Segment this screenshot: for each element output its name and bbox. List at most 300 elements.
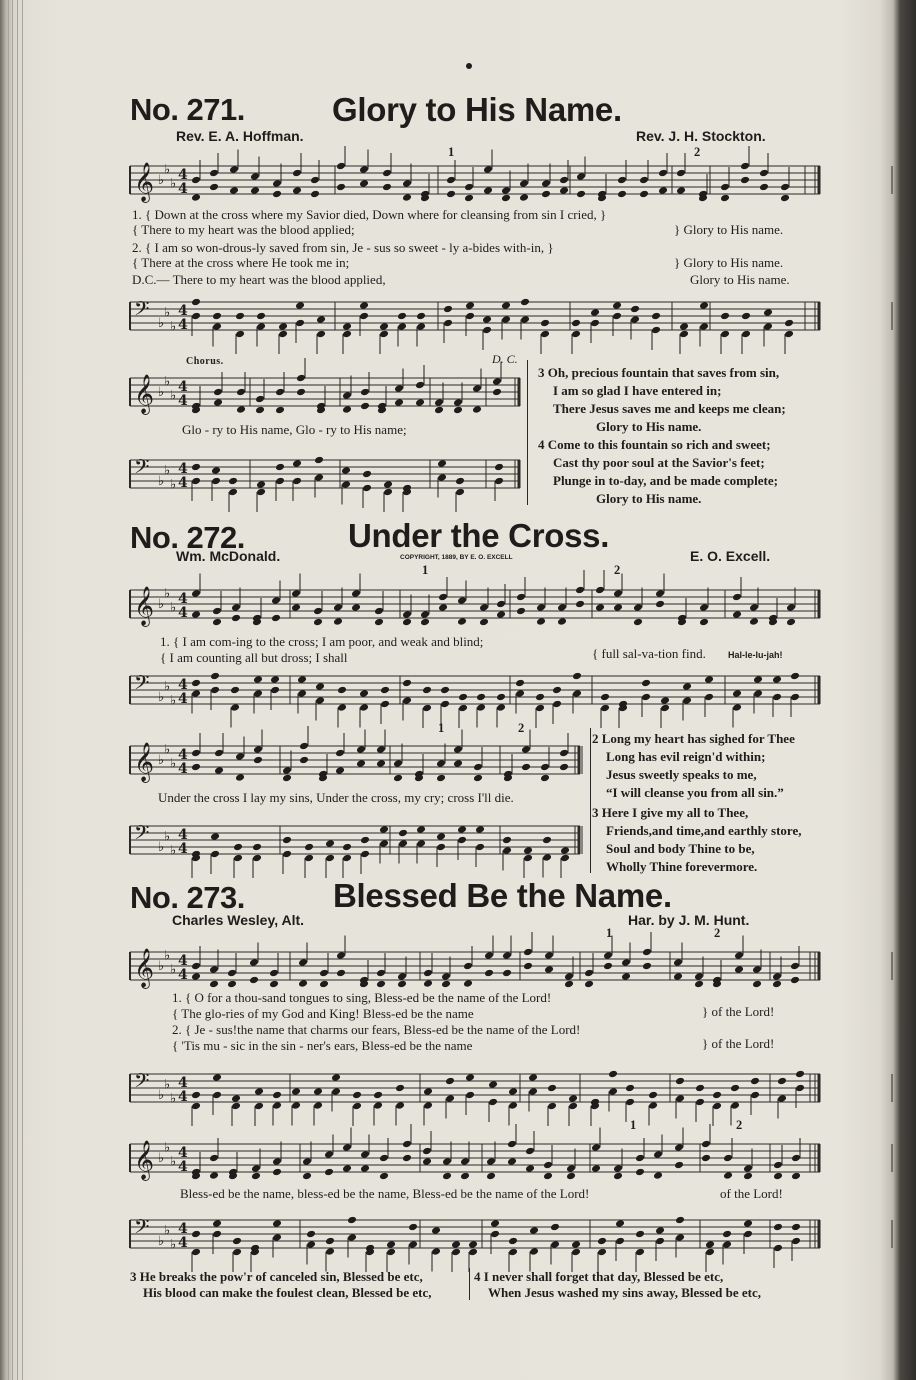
note-head <box>521 745 531 754</box>
note-head <box>734 965 744 974</box>
note-head <box>299 742 309 751</box>
divider <box>527 360 528 505</box>
note-head <box>453 406 463 415</box>
note-head <box>351 603 361 612</box>
note-head <box>272 179 282 188</box>
note-head <box>191 1230 201 1239</box>
note-head <box>784 330 794 339</box>
note-head <box>772 693 782 702</box>
note-head <box>191 610 201 619</box>
note-head <box>382 183 392 192</box>
note-head <box>502 846 512 855</box>
note-head <box>625 1084 635 1093</box>
note-head <box>232 1237 242 1246</box>
note-head <box>316 330 326 339</box>
time-signature: 4 <box>178 691 188 707</box>
note-head <box>501 194 511 203</box>
note-head <box>712 1102 722 1111</box>
note-head <box>443 305 453 314</box>
note-head <box>296 388 306 397</box>
note-head <box>362 484 372 493</box>
note-head <box>359 689 369 698</box>
note-head <box>453 398 463 407</box>
note-head <box>777 1077 787 1086</box>
note-head <box>393 774 403 783</box>
stanza-line: 3 He breaks the pow'r of canceled sin, Blessed be etc, <box>130 1269 423 1284</box>
treble-staff <box>130 160 820 204</box>
note-head <box>445 1094 455 1103</box>
note-head <box>734 951 744 960</box>
note-head <box>457 617 467 626</box>
ending-lyric: } of the Lord! <box>702 1036 775 1051</box>
note-head <box>210 832 220 841</box>
note-head <box>752 980 762 989</box>
note-head <box>463 979 473 988</box>
note-head <box>749 603 759 612</box>
note-head <box>191 298 201 307</box>
note-head <box>557 603 567 612</box>
note-head <box>679 330 689 339</box>
note-head <box>784 319 794 328</box>
note-head <box>213 388 223 397</box>
note-head <box>191 463 201 472</box>
flat-sign: ♭ <box>170 477 177 493</box>
note-head <box>270 675 280 684</box>
stanza-line: Glory to His name. <box>596 419 702 434</box>
note-head <box>464 183 474 192</box>
note-head <box>763 308 773 317</box>
note-head <box>402 610 412 619</box>
note-head <box>743 1172 753 1181</box>
flat-sign: ♭ <box>164 586 171 602</box>
note-head <box>559 176 569 185</box>
note-head <box>436 759 446 768</box>
note-head <box>679 322 689 331</box>
note-head <box>191 1102 201 1111</box>
note-head <box>212 618 222 627</box>
note-head <box>255 406 265 415</box>
note-head <box>416 839 426 848</box>
note-head <box>292 477 302 486</box>
time-signature: 4 <box>178 1159 188 1175</box>
hymn-title: Under the Cross. <box>348 517 610 554</box>
note-head <box>720 183 730 192</box>
note-head <box>543 1172 553 1181</box>
stanza-line: His blood can make the foulest clean, Blessed be etc, <box>143 1285 432 1300</box>
note-head <box>773 1223 783 1232</box>
note-head <box>502 969 512 978</box>
note-head <box>694 972 704 981</box>
note-head <box>440 700 450 709</box>
note-head <box>520 315 530 324</box>
note-head <box>251 1164 261 1173</box>
treble-clef: 𝄞 <box>134 1140 155 1180</box>
stanza-line: Glory to His name. <box>596 491 702 506</box>
flat-sign: ♭ <box>170 962 177 978</box>
note-head <box>722 1230 732 1239</box>
note-head <box>423 1101 433 1110</box>
note-head <box>576 172 586 181</box>
note-head <box>732 703 742 712</box>
note-head <box>621 958 631 967</box>
flat-sign: ♭ <box>170 693 177 709</box>
note-head <box>550 1240 560 1249</box>
note-head <box>591 1143 601 1152</box>
note-head <box>451 1248 461 1257</box>
ending-lyric: Glory to His name. <box>690 272 790 287</box>
note-head <box>673 958 683 967</box>
note-head <box>210 672 220 681</box>
note-head <box>253 675 263 684</box>
note-head <box>496 610 506 619</box>
note-head <box>465 1073 475 1082</box>
note-head <box>560 846 570 855</box>
note-head <box>790 693 800 702</box>
note-head <box>743 1230 753 1239</box>
note-head <box>374 607 384 616</box>
note-head <box>653 1150 663 1159</box>
note-head <box>191 962 201 971</box>
note-head <box>386 1240 396 1249</box>
note-head <box>416 825 426 834</box>
note-head <box>564 972 574 981</box>
note-head <box>376 980 386 989</box>
note-head <box>395 1084 405 1093</box>
note-head <box>559 763 569 772</box>
note-head <box>613 1172 623 1181</box>
note-head <box>699 603 709 612</box>
note-head <box>423 1087 433 1096</box>
note-head <box>333 617 343 626</box>
verse-line: { There at the cross where He took me in; <box>132 255 350 270</box>
note-head <box>720 330 730 339</box>
note-head <box>402 193 412 202</box>
note-head <box>397 312 407 321</box>
flat-sign: ♭ <box>158 840 165 855</box>
note-head <box>253 745 263 754</box>
note-head <box>479 618 489 627</box>
note-head <box>492 377 502 386</box>
note-head <box>496 703 506 712</box>
note-head <box>472 405 482 414</box>
flat-sign: ♭ <box>170 600 177 616</box>
time-signature: 4 <box>178 1145 188 1161</box>
time-signature: 4 <box>178 1235 188 1251</box>
note-head <box>675 1094 685 1103</box>
note-head <box>212 1091 222 1100</box>
note-head <box>528 1087 538 1096</box>
note-head <box>304 843 314 852</box>
flat-sign: ♭ <box>158 1234 165 1249</box>
note-head <box>701 1154 711 1163</box>
hallelujah-lyric: Hal-le-lu-jah! <box>728 650 783 660</box>
note-head <box>415 398 425 407</box>
chorus-treble-staff <box>130 372 520 416</box>
note-head <box>269 969 279 978</box>
note-head <box>547 1102 557 1111</box>
divider <box>469 1268 470 1300</box>
note-head <box>568 1102 578 1111</box>
treble-staff <box>130 946 820 990</box>
time-signature: 4 <box>178 379 188 395</box>
stanza-line: 4 I never shall forget that day, Blessed be etc, <box>474 1269 724 1284</box>
note-head <box>540 774 550 783</box>
note-head <box>373 1091 383 1100</box>
ending-number: 2 <box>614 563 621 577</box>
note-head <box>651 326 661 335</box>
note-head <box>398 829 408 838</box>
note-head <box>473 774 483 783</box>
flat-sign: ♭ <box>158 753 165 768</box>
note-head <box>458 693 468 702</box>
time-signature: 4 <box>178 1075 188 1091</box>
refrain-bass-staff <box>130 1214 820 1258</box>
note-head <box>603 962 613 971</box>
note-head <box>612 312 622 321</box>
note-head <box>325 1247 335 1256</box>
flat-sign: ♭ <box>170 1237 177 1253</box>
stanza-line: Cast thy poor soul at the Savior's feet; <box>553 455 765 470</box>
note-head <box>630 315 640 324</box>
note-head <box>658 186 668 195</box>
note-head <box>271 614 281 623</box>
note-head <box>621 972 631 981</box>
note-head <box>191 477 201 486</box>
note-head <box>386 1248 396 1257</box>
note-head <box>658 169 668 178</box>
treble-clef: 𝄞 <box>134 162 155 202</box>
note-head <box>543 1161 553 1170</box>
note-head <box>233 854 243 863</box>
verse-line: { I am counting all but dross; I shall <box>160 650 348 665</box>
note-head <box>723 1171 733 1180</box>
note-head <box>743 1219 753 1228</box>
note-head <box>209 965 219 974</box>
note-head <box>342 330 352 339</box>
note-head <box>777 1094 787 1103</box>
note-head <box>292 186 302 195</box>
note-head <box>786 603 796 612</box>
hymn-title: Blessed Be the Name. <box>333 877 672 914</box>
note-head <box>191 679 201 688</box>
note-head <box>315 696 325 705</box>
flat-sign: ♭ <box>164 162 171 178</box>
bass-staff <box>130 1068 820 1112</box>
note-head <box>310 190 320 199</box>
author-credit: Rev. E. A. Hoffman. <box>176 128 304 144</box>
note-head <box>730 1084 740 1093</box>
note-head <box>557 617 567 626</box>
note-head <box>525 1164 535 1173</box>
note-head <box>465 1091 475 1100</box>
note-head <box>508 1101 518 1110</box>
note-head <box>795 1084 805 1093</box>
note-head <box>701 1140 711 1149</box>
note-head <box>278 322 288 331</box>
note-head <box>228 488 238 497</box>
note-head <box>253 756 263 765</box>
note-head <box>256 488 266 497</box>
note-head <box>306 1230 316 1239</box>
ending-number: 2 <box>518 721 525 735</box>
note-head <box>236 405 246 414</box>
note-head <box>786 618 796 627</box>
flat-sign: ♭ <box>164 305 171 321</box>
flat-sign: ♭ <box>164 463 171 479</box>
author-credit: Charles Wesley, Alt. <box>172 912 305 928</box>
note-head <box>521 763 531 772</box>
note-head <box>295 319 305 328</box>
note-head <box>790 962 800 971</box>
note-head <box>356 745 366 754</box>
flat-sign: ♭ <box>158 959 165 974</box>
note-head <box>695 1098 705 1107</box>
note-head <box>359 165 369 174</box>
note-head <box>791 1237 801 1246</box>
note-head <box>402 1140 412 1149</box>
note-head <box>342 1143 352 1152</box>
time-signature: 4 <box>178 841 188 857</box>
verse-line: { The glo-ries of my God and King! Bless-ed be the name <box>172 1006 474 1021</box>
note-head <box>212 1219 222 1228</box>
note-head <box>347 1216 357 1225</box>
note-head <box>191 763 201 772</box>
note-head <box>653 1171 663 1180</box>
note-head <box>360 850 370 859</box>
note-head <box>635 1168 645 1177</box>
note-head <box>486 1172 496 1181</box>
time-signature: 4 <box>178 677 188 693</box>
note-head <box>250 186 260 195</box>
note-head <box>272 1091 282 1100</box>
note-head <box>397 972 407 981</box>
note-head <box>559 186 569 195</box>
flat-sign: ♭ <box>170 1091 177 1107</box>
note-head <box>484 969 494 978</box>
note-head <box>209 169 219 178</box>
note-head <box>468 1248 478 1257</box>
ending-number: 1 <box>422 563 429 577</box>
stanza-line: Jesus sweetly speaks to me, <box>606 767 757 782</box>
note-head <box>441 980 451 989</box>
note-head <box>383 480 393 489</box>
note-head <box>306 1240 316 1249</box>
note-head <box>615 1237 625 1246</box>
bass-staff <box>130 670 820 714</box>
note-head <box>423 979 433 988</box>
note-head <box>376 969 386 978</box>
note-head <box>302 1157 312 1166</box>
ending-lyric: } of the Lord! <box>702 1004 775 1019</box>
note-head <box>732 689 742 698</box>
refrain-lyric: of the Lord! <box>720 1186 783 1201</box>
note-head <box>490 1219 500 1228</box>
note-head <box>438 593 448 602</box>
note-head <box>397 322 407 331</box>
stanza-line: “I will cleanse you from all sin.” <box>606 785 784 800</box>
note-head <box>673 972 683 981</box>
note-head <box>310 176 320 185</box>
note-head <box>608 1087 618 1096</box>
note-head <box>564 980 574 989</box>
note-head <box>376 745 386 754</box>
note-head <box>502 951 512 960</box>
note-head <box>314 456 324 465</box>
note-head <box>235 773 245 782</box>
treble-staff <box>130 584 820 628</box>
bass-clef: 𝄢 <box>134 821 150 849</box>
note-head <box>712 1091 722 1100</box>
note-head <box>612 301 622 310</box>
note-head <box>529 1247 539 1256</box>
ending-number: 1 <box>448 145 455 159</box>
note-head <box>272 1233 282 1242</box>
note-head <box>571 1240 581 1249</box>
note-head <box>635 1248 645 1257</box>
stanza-line: I am so glad I have entered in; <box>553 383 722 398</box>
note-head <box>507 1157 517 1166</box>
treble-clef: 𝄞 <box>134 948 155 988</box>
note-head <box>568 1094 578 1103</box>
note-head <box>523 962 533 971</box>
refrain-bass-staff <box>130 820 580 864</box>
note-head <box>423 969 433 978</box>
note-head <box>633 603 643 612</box>
note-head <box>488 1080 498 1089</box>
note-head <box>210 686 220 695</box>
time-signature: 4 <box>178 827 188 843</box>
note-head <box>641 679 651 688</box>
note-head <box>651 312 661 321</box>
note-head <box>633 618 643 627</box>
note-head <box>482 326 492 335</box>
note-head <box>542 853 552 862</box>
note-head <box>617 176 627 185</box>
note-head <box>416 322 426 331</box>
note-head <box>455 488 465 497</box>
note-head <box>541 179 551 188</box>
note-head <box>191 689 201 698</box>
note-head <box>494 477 504 486</box>
note-head <box>772 675 782 684</box>
note-head <box>272 1168 282 1177</box>
note-head <box>342 854 352 863</box>
note-head <box>212 607 222 616</box>
time-signature: 4 <box>178 967 188 983</box>
note-head <box>572 672 582 681</box>
note-head <box>441 972 451 981</box>
note-head <box>191 1091 201 1100</box>
note-head <box>571 1248 581 1257</box>
note-head <box>641 693 651 702</box>
note-head <box>460 1172 470 1181</box>
note-head <box>560 854 570 863</box>
note-head <box>660 696 670 705</box>
flat-sign: ♭ <box>164 948 171 964</box>
note-head <box>342 391 352 400</box>
dc-label: D. C. <box>492 352 518 366</box>
note-head <box>210 850 220 859</box>
note-head <box>723 1154 733 1163</box>
note-head <box>360 1150 370 1159</box>
note-head <box>360 388 370 397</box>
ending-number: 1 <box>438 721 445 735</box>
note-head <box>675 1233 685 1242</box>
note-head <box>213 398 223 407</box>
note-head <box>600 693 610 702</box>
page-edge <box>17 0 18 1380</box>
note-head <box>753 675 763 684</box>
